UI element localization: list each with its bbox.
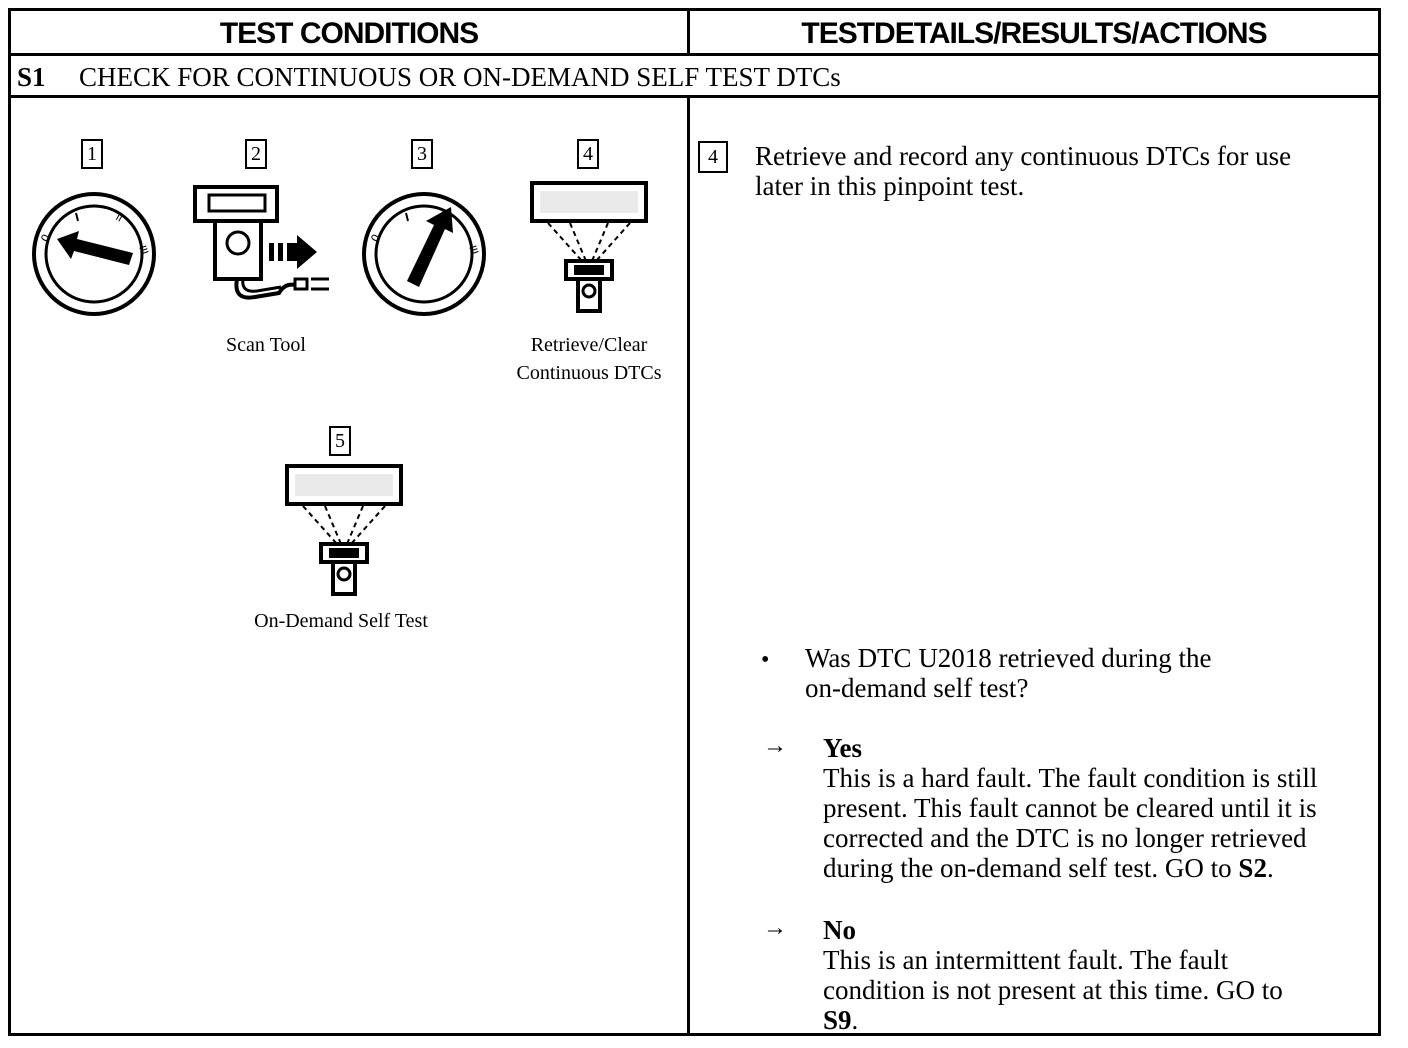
header-rule [11, 53, 1378, 56]
detail-step-box: 4 [698, 141, 728, 173]
yes-line4-end: . [1266, 853, 1274, 883]
instruction-line1: Retrieve and record any continuous DTCs for use [755, 141, 1292, 171]
no-line3 [823, 1005, 1378, 1035]
ignition-off-icon [31, 191, 157, 317]
condition-box-5: 5 [329, 426, 351, 456]
yes-arrow-icon: → [763, 733, 787, 759]
step-title-row [17, 59, 841, 95]
svg-text:III: III [466, 244, 480, 257]
step-rule [11, 95, 1378, 98]
retrieve-caption-line2: Continuous DTCs [516, 362, 662, 384]
yes-response [823, 733, 1378, 883]
yes-line1: This is a hard fault. The fault condition is still [823, 763, 1318, 793]
self-test-icon [281, 464, 405, 594]
retrieve-dtc-icon [526, 181, 650, 311]
condition-box-3: 3 [411, 139, 433, 169]
instruction-line2: later in this pinpoint test. [755, 171, 1025, 201]
condition-box-1: 1 [81, 139, 103, 169]
retrieve-caption-line1: Retrieve/Clear [530, 334, 648, 356]
self-test-caption: On-Demand Self Test [254, 610, 428, 632]
no-arrow-icon: → [763, 915, 787, 941]
yes-goto-ref: S2 [1238, 853, 1267, 883]
question-text [805, 643, 1365, 703]
scan-tool-icon [189, 183, 339, 305]
header-divider [687, 11, 690, 56]
scan-tool-caption: Scan Tool [226, 334, 306, 356]
no-label: No [823, 915, 856, 945]
no-line1: This is an intermittent fault. The fault [823, 945, 1229, 975]
no-response [823, 915, 1378, 1035]
yes-line4-text: during the on-demand self test. GO to [823, 853, 1239, 883]
svg-text:II: II [113, 212, 125, 225]
yes-line2: present. This fault cannot be cleared until it is [823, 793, 1317, 823]
no-goto-ref: S9 [823, 1005, 852, 1035]
pinpoint-test-table [8, 8, 1381, 1036]
step-title: CHECK FOR CONTINUOUS OR ON-DEMAND SELF TEST DTCs [79, 61, 841, 92]
retrieve-caption [496, 331, 682, 387]
no-line3-end: . [851, 1005, 859, 1035]
ignition-on-icon [361, 191, 487, 317]
condition-box-4: 4 [577, 139, 599, 169]
svg-text:0: 0 [38, 231, 54, 245]
yes-label: Yes [823, 733, 862, 763]
no-line2: condition is not present at this time. GO to [823, 975, 1283, 1005]
instruction-text [755, 141, 1375, 201]
column-divider [687, 95, 690, 1033]
yes-line3: corrected and the DTC is no longer retrieved [823, 823, 1307, 853]
step-number: S1 [17, 61, 46, 92]
test-conditions-header: TEST CONDITIONS [219, 16, 479, 50]
condition-box-2: 2 [245, 139, 267, 169]
question-bullet: • [761, 647, 770, 673]
svg-text:0: 0 [368, 231, 384, 245]
test-details-header: TESTDETAILS/RESULTS/ACTIONS [801, 16, 1267, 50]
svg-text:III: III [136, 244, 150, 257]
question-line1: Was DTC U2018 retrieved during the [805, 643, 1212, 673]
question-line2: on-demand self test? [805, 673, 1029, 703]
yes-line4 [823, 853, 1378, 883]
